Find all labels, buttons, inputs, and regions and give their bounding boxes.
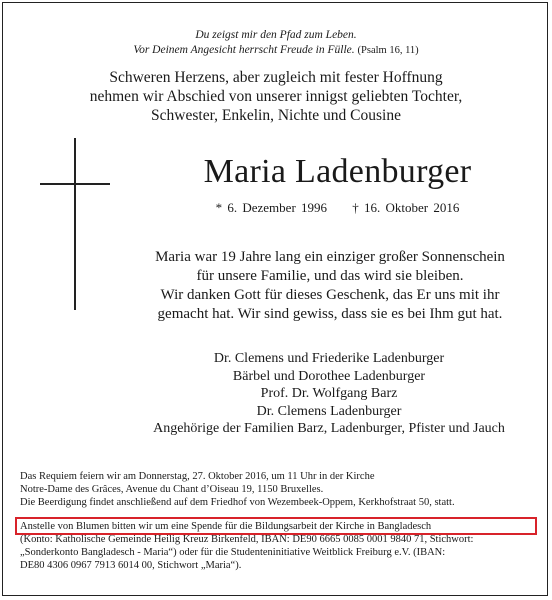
donation-line: Anstelle von Blumen bitten wir um eine Spende für die Bildungsarbeit der Kirche in Bangladesch bbox=[20, 521, 432, 532]
donation-line: DE80 4306 0967 7913 6014 00, Stichwort „Maria“). bbox=[20, 560, 242, 571]
epigraph-reference: (Psalm 16, 11) bbox=[357, 45, 419, 56]
death-date: † 16. Oktober 2016 bbox=[352, 200, 460, 215]
intro-line: Schweren Herzens, aber zugleich mit fester Hoffnung bbox=[109, 69, 443, 86]
note-line: Notre-Dame des Grâces, Avenue du Chant d’Oiseau 19, 1150 Bruxelles. bbox=[20, 484, 324, 495]
epigraph-text: Vor Deinem Angesicht herrscht Freude in Fülle. bbox=[133, 44, 355, 56]
intro-text bbox=[0, 68, 552, 125]
cross-icon-horizontal bbox=[40, 183, 110, 185]
memorial-line: gemacht hat. Wir sind gewiss, dass sie es bei Ihm gut hat. bbox=[157, 306, 503, 322]
intro-line: Schwester, Enkelin, Nichte und Cousine bbox=[151, 107, 401, 124]
memorial-line: Wir danken Gott für dieses Geschenk, das Er uns mit ihr bbox=[160, 287, 500, 303]
highlight-box bbox=[15, 517, 537, 535]
epigraph-line-1: Du zeigst mir den Pfad zum Leben. bbox=[195, 29, 357, 41]
deceased-name: Maria Ladenburger bbox=[203, 153, 472, 190]
memorial-text bbox=[120, 248, 540, 324]
service-notes bbox=[20, 470, 540, 509]
life-dates bbox=[150, 200, 525, 216]
signer: Prof. Dr. Wolfgang Barz bbox=[260, 386, 398, 401]
note-line: Die Beerdigung findet anschließend auf dem Friedhof von Wezembeek-Oppem, Kerkhofstraat 50, statt. bbox=[20, 497, 455, 508]
donation-line: (Konto: Katholische Gemeinde Heilig Kreuz Birkenfeld, IBAN: DE90 6665 0085 0001 9840 71, Stichwort: bbox=[20, 534, 474, 545]
signers-list bbox=[120, 350, 538, 438]
epigraph-line-2 bbox=[0, 43, 552, 58]
memorial-line: Maria war 19 Jahre lang ein einziger großer Sonnenschein bbox=[155, 249, 505, 265]
signer: Dr. Clemens Ladenburger bbox=[256, 403, 402, 419]
memorial-line: für unsere Familie, und das wird sie bleiben. bbox=[196, 268, 464, 284]
signer: Angehörige der Familien Barz, Ladenburger, Pfister und Jauch bbox=[153, 421, 505, 436]
signer: Bärbel und Dorothee Ladenburger bbox=[232, 368, 426, 384]
donation-line: „Sonderkonto Bangladesch - Maria“) oder für die Studenteninitiative Weitblick Freiburg e.V. (IBAN: bbox=[20, 547, 446, 558]
signer: Dr. Clemens und Friederike Ladenburger bbox=[213, 351, 445, 366]
cross-icon-vertical bbox=[74, 138, 76, 310]
note-line: Das Requiem feiern wir am Donnerstag, 27. Oktober 2016, um 11 Uhr in der Kirche bbox=[20, 471, 375, 482]
intro-line: nehmen wir Abschied von unserer innigst geliebten Tochter, bbox=[89, 88, 463, 105]
birth-date: * 6. Dezember 1996 bbox=[215, 200, 328, 215]
